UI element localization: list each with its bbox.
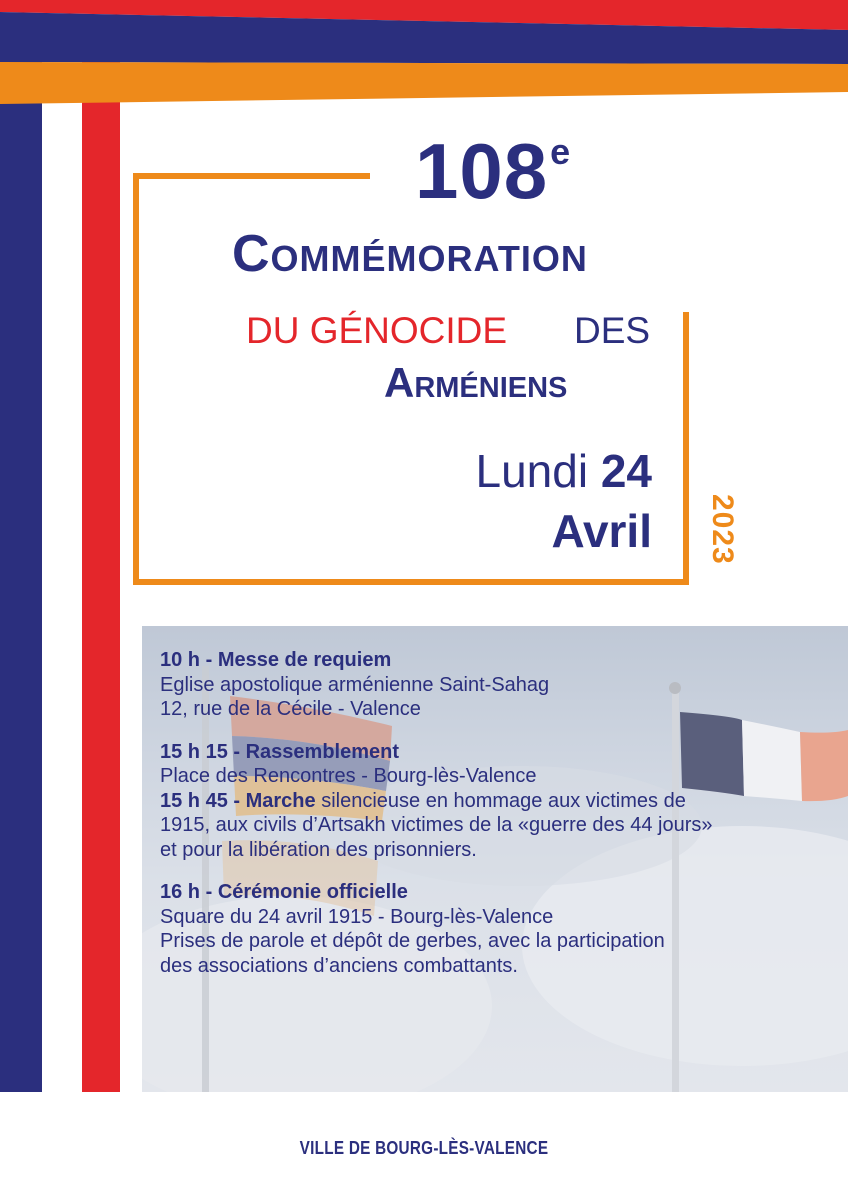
program-item-1-heading: 10 h - Messe de requiem [160, 649, 392, 671]
anniversary-number: 108e [415, 127, 572, 215]
vertical-blue-stripe [0, 60, 42, 1092]
program-item-3-line-2: et pour la libération des prisonniers. [160, 838, 477, 861]
program-item-4-line-2: Prises de parole et dépôt de gerbes, avec la participation [160, 930, 665, 952]
program-item-3-line-1: 1915, aux civils d’Artsakh victimes de la «guerre des 44 jours» [160, 814, 713, 836]
program-item-2-line-1: Place des Rencontres - Bourg-lès-Valence [160, 765, 537, 787]
program [160, 648, 840, 978]
vertical-white-stripe [42, 60, 82, 1092]
program-item-2-heading: 15 h 15 - Rassemblement [160, 740, 400, 763]
program-item-4-line-3: des associations d’anciens combattants. [160, 954, 518, 977]
date-month: Avril [551, 505, 652, 557]
title-des: DES [574, 310, 651, 351]
program-item-4 [160, 880, 840, 978]
program-item-2 [160, 740, 840, 789]
title-armeniens: Arméniens [384, 359, 568, 406]
date-year [705, 492, 739, 588]
year-text: 2023 [706, 494, 739, 565]
title-commemoration: Commémoration [232, 225, 588, 283]
date-day: Lundi 24 [475, 445, 652, 497]
program-item-4-heading: 16 h - Cérémonie officielle [160, 881, 408, 903]
top-orange-band [0, 62, 848, 104]
program-item-1-line-1: Eglise apostolique arménienne Saint-Sahag [160, 673, 550, 696]
vertical-red-stripe [82, 60, 120, 1092]
program-item-1-line-2: 12, rue de la Cécile - Valence [160, 698, 421, 720]
footer-city-name: VILLE DE BOURG-LÈS-VALENCE [299, 1138, 549, 1158]
program-item-3 [160, 789, 840, 863]
program-item-3-heading: 15 h 45 - Marche silencieuse en hommage aux victimes de [160, 789, 686, 812]
program-item-1 [160, 648, 840, 722]
title-genocide: DU GÉNOCIDE [246, 310, 508, 351]
program-item-4-line-1: Square du 24 avril 1915 - Bourg-lès-Valence [160, 905, 554, 928]
